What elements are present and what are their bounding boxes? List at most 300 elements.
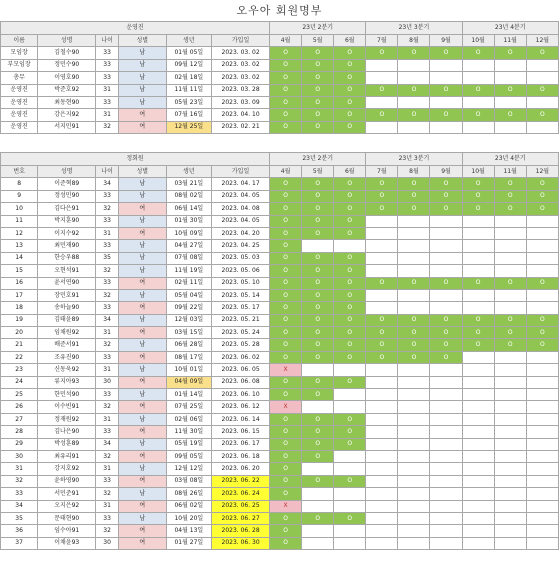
attendance-cell — [494, 302, 526, 314]
member-birthday-cell: 05월 04일 — [166, 289, 212, 301]
member-age-cell: 33 — [96, 59, 119, 71]
member-age-cell: 31 — [96, 327, 119, 339]
attendance-cell: O — [430, 178, 462, 190]
attendance-cell — [494, 413, 526, 425]
member-age-cell: 34 — [96, 178, 119, 190]
member-joined-cell: 2023. 03. 02 — [212, 59, 270, 71]
attendance-cell — [430, 252, 462, 264]
member-joined-cell: 2023. 05. 06 — [212, 265, 270, 277]
col-header-birthday: 생년 — [166, 35, 212, 47]
member-name-cell: 이지수92 — [38, 227, 96, 239]
member-id-cell: 12 — [1, 227, 38, 239]
attendance-cell — [366, 59, 398, 71]
member-birthday-cell: 01월 27일 — [166, 537, 212, 549]
member-id-cell: 20 — [1, 327, 38, 339]
member-id-cell: 29 — [1, 438, 38, 450]
member-name-cell: 이채윤93 — [38, 537, 96, 549]
attendance-cell — [526, 302, 558, 314]
attendance-cell — [462, 500, 494, 512]
attendance-cell — [398, 438, 430, 450]
member-id-cell: 14 — [1, 252, 38, 264]
col-header-joined: 가입일 — [212, 166, 270, 178]
attendance-cell — [430, 96, 462, 108]
attendance-cell — [366, 72, 398, 84]
member-id-cell: 21 — [1, 339, 38, 351]
attendance-cell: X — [270, 500, 302, 512]
member-joined-cell: 2023. 04. 17 — [212, 178, 270, 190]
member-gender-cell: 남 — [118, 72, 166, 84]
table-row — [1, 96, 559, 108]
member-name-cell: 김철수90 — [38, 47, 96, 59]
attendance-cell: O — [462, 203, 494, 215]
member-id-cell: 22 — [1, 351, 38, 363]
attendance-cell: O — [302, 450, 334, 462]
member-age-cell: 33 — [96, 475, 119, 487]
attendance-cell: O — [398, 47, 430, 59]
attendance-cell — [366, 512, 398, 524]
table-row — [1, 314, 559, 326]
attendance-cell: O — [302, 289, 334, 301]
member-gender-cell: 여 — [118, 500, 166, 512]
quarter-header-q4: 23년 4분기 — [462, 153, 558, 166]
attendance-cell — [366, 289, 398, 301]
member-gender-cell: 남 — [118, 215, 166, 227]
month-header: 12월 — [526, 166, 558, 178]
attendance-cell — [462, 537, 494, 549]
member-joined-cell: 2023. 05. 03 — [212, 252, 270, 264]
attendance-cell — [494, 72, 526, 84]
member-id-cell: 10 — [1, 203, 38, 215]
member-age-cell: 34 — [96, 438, 119, 450]
attendance-cell — [366, 450, 398, 462]
member-birthday-cell: 07월 16일 — [166, 109, 212, 121]
quarter-header-q4: 23년 4분기 — [462, 22, 558, 35]
table-row — [1, 215, 559, 227]
attendance-cell: O — [302, 109, 334, 121]
attendance-cell — [398, 302, 430, 314]
member-joined-cell: 2023. 06. 02 — [212, 351, 270, 363]
attendance-cell — [398, 364, 430, 376]
member-gender-cell: 여 — [118, 376, 166, 388]
col-header-name: 성명 — [38, 35, 96, 47]
member-gender-cell: 남 — [118, 289, 166, 301]
member-birthday-cell: 07월 08일 — [166, 252, 212, 264]
attendance-cell — [494, 438, 526, 450]
attendance-cell: O — [334, 190, 366, 202]
attendance-cell — [430, 72, 462, 84]
member-joined-cell: 2023. 04. 08 — [212, 203, 270, 215]
attendance-cell — [526, 376, 558, 388]
member-birthday-cell: 04월 09일 — [166, 376, 212, 388]
attendance-cell — [462, 463, 494, 475]
month-header: 8월 — [398, 35, 430, 47]
attendance-cell — [398, 512, 430, 524]
attendance-cell: O — [334, 438, 366, 450]
attendance-cell: O — [302, 47, 334, 59]
attendance-cell — [366, 364, 398, 376]
attendance-cell — [366, 240, 398, 252]
attendance-cell — [526, 413, 558, 425]
member-name-cell: 임채원92 — [38, 327, 96, 339]
table-row — [1, 339, 559, 351]
attendance-cell: O — [398, 109, 430, 121]
member-id-cell: 운영진 — [1, 84, 38, 96]
member-name-cell: 임수아91 — [38, 525, 96, 537]
member-name-cell: 한민석90 — [38, 389, 96, 401]
member-birthday-cell: 02월 06일 — [166, 413, 212, 425]
attendance-cell — [494, 96, 526, 108]
member-name-cell: 정민수90 — [38, 59, 96, 71]
attendance-cell: O — [302, 190, 334, 202]
attendance-cell: O — [494, 314, 526, 326]
member-gender-cell: 여 — [118, 351, 166, 363]
attendance-cell: O — [430, 339, 462, 351]
attendance-cell — [366, 463, 398, 475]
member-birthday-cell: 06월 02일 — [166, 500, 212, 512]
attendance-cell — [430, 389, 462, 401]
attendance-cell: O — [302, 265, 334, 277]
attendance-cell: O — [270, 96, 302, 108]
attendance-cell: O — [270, 252, 302, 264]
attendance-cell: O — [270, 314, 302, 326]
attendance-cell: O — [302, 339, 334, 351]
attendance-cell: O — [302, 277, 334, 289]
member-age-cell: 33 — [96, 302, 119, 314]
member-joined-cell: 2023. 05. 28 — [212, 339, 270, 351]
member-name-cell: 류지아93 — [38, 376, 96, 388]
attendance-cell — [366, 438, 398, 450]
attendance-cell — [494, 389, 526, 401]
table-row — [1, 364, 559, 376]
member-age-cell: 32 — [96, 265, 119, 277]
attendance-cell — [430, 227, 462, 239]
member-joined-cell: 2023. 06. 27 — [212, 512, 270, 524]
member-joined-cell: 2023. 06. 05 — [212, 364, 270, 376]
attendance-cell: O — [302, 121, 334, 133]
attendance-cell — [430, 500, 462, 512]
attendance-cell: O — [270, 512, 302, 524]
attendance-cell: O — [334, 72, 366, 84]
member-joined-cell: 2023. 05. 14 — [212, 289, 270, 301]
attendance-cell — [366, 537, 398, 549]
member-age-cell: 32 — [96, 488, 119, 500]
attendance-cell: O — [334, 413, 366, 425]
member-id-cell: 부모임장 — [1, 59, 38, 71]
table-row — [1, 389, 559, 401]
col-header-gender: 성별 — [118, 35, 166, 47]
member-birthday-cell: 02월 11일 — [166, 277, 212, 289]
attendance-cell: O — [334, 227, 366, 239]
table-row — [1, 401, 559, 413]
member-name-cell: 박준호92 — [38, 84, 96, 96]
attendance-cell: O — [270, 277, 302, 289]
member-name-cell: 김태윤89 — [38, 314, 96, 326]
month-header: 11월 — [494, 166, 526, 178]
member-gender-cell: 여 — [118, 121, 166, 133]
member-name-cell: 윤서연90 — [38, 277, 96, 289]
attendance-cell — [366, 525, 398, 537]
attendance-cell — [494, 252, 526, 264]
attendance-cell — [526, 475, 558, 487]
member-id-cell: 36 — [1, 525, 38, 537]
member-name-cell: 서민준91 — [38, 488, 96, 500]
member-birthday-cell: 05월 19일 — [166, 438, 212, 450]
member-age-cell: 33 — [96, 351, 119, 363]
attendance-cell: O — [526, 314, 558, 326]
member-joined-cell: 2023. 06. 24 — [212, 488, 270, 500]
member-age-cell: 33 — [96, 240, 119, 252]
attendance-cell — [462, 302, 494, 314]
quarter-header-q2: 23년 2분기 — [270, 22, 366, 35]
month-header: 6월 — [334, 166, 366, 178]
attendance-cell: O — [302, 252, 334, 264]
attendance-cell — [430, 121, 462, 133]
member-birthday-cell: 08월 02일 — [166, 190, 212, 202]
col-header-joined: 가입일 — [212, 35, 270, 47]
section-header-leaders: 운영진 — [1, 22, 270, 35]
member-birthday-cell: 01월 30일 — [166, 215, 212, 227]
attendance-cell — [398, 500, 430, 512]
col-header-age: 나이 — [96, 35, 119, 47]
month-header: 10월 — [462, 166, 494, 178]
attendance-cell: O — [526, 178, 558, 190]
member-gender-cell: 남 — [118, 389, 166, 401]
member-joined-cell: 2023. 06. 22 — [212, 475, 270, 487]
member-gender-cell: 여 — [118, 109, 166, 121]
member-age-cell: 31 — [96, 84, 119, 96]
member-age-cell: 31 — [96, 364, 119, 376]
attendance-cell — [398, 227, 430, 239]
member-name-cell: 이준혁89 — [38, 178, 96, 190]
member-joined-cell: 2023. 02. 21 — [212, 121, 270, 133]
attendance-cell — [462, 351, 494, 363]
attendance-cell — [494, 426, 526, 438]
table-row — [1, 525, 559, 537]
table-row — [1, 537, 559, 549]
attendance-cell — [366, 475, 398, 487]
member-birthday-cell: 10월 09일 — [166, 227, 212, 239]
attendance-cell: O — [302, 227, 334, 239]
attendance-cell: O — [334, 265, 366, 277]
attendance-cell — [430, 463, 462, 475]
member-name-cell: 한승우88 — [38, 252, 96, 264]
attendance-cell: O — [398, 277, 430, 289]
member-birthday-cell: 11월 30일 — [166, 426, 212, 438]
member-id-cell: 34 — [1, 500, 38, 512]
attendance-cell — [494, 401, 526, 413]
month-header: 9월 — [430, 35, 462, 47]
attendance-cell: O — [462, 190, 494, 202]
attendance-cell — [526, 121, 558, 133]
attendance-cell — [526, 59, 558, 71]
attendance-cell — [430, 215, 462, 227]
attendance-cell — [398, 463, 430, 475]
table-row — [1, 302, 559, 314]
attendance-cell — [462, 401, 494, 413]
member-name-cell: 배준서91 — [38, 339, 96, 351]
member-id-cell: 8 — [1, 178, 38, 190]
attendance-cell: O — [526, 339, 558, 351]
member-birthday-cell: 09월 12일 — [166, 59, 212, 71]
table-row — [1, 121, 559, 133]
attendance-cell — [494, 121, 526, 133]
attendance-cell: O — [270, 302, 302, 314]
attendance-cell: O — [462, 314, 494, 326]
attendance-cell — [494, 525, 526, 537]
member-joined-cell: 2023. 04. 05 — [212, 215, 270, 227]
attendance-cell: O — [494, 109, 526, 121]
attendance-cell: O — [366, 190, 398, 202]
attendance-cell — [302, 525, 334, 537]
member-joined-cell: 2023. 06. 25 — [212, 500, 270, 512]
member-birthday-cell: 06월 14일 — [166, 203, 212, 215]
attendance-cell — [462, 227, 494, 239]
member-name-cell: 윤하영90 — [38, 475, 96, 487]
page-title: 오우아 회원명부 — [236, 4, 323, 17]
table-row — [1, 500, 559, 512]
month-header: 4월 — [270, 35, 302, 47]
attendance-cell: O — [270, 426, 302, 438]
attendance-cell — [302, 240, 334, 252]
attendance-cell — [430, 376, 462, 388]
member-gender-cell: 남 — [118, 252, 166, 264]
attendance-cell — [398, 389, 430, 401]
member-gender-cell: 여 — [118, 227, 166, 239]
attendance-cell — [526, 227, 558, 239]
attendance-cell: O — [398, 351, 430, 363]
table-row — [1, 488, 559, 500]
attendance-cell — [302, 537, 334, 549]
member-gender-cell: 여 — [118, 475, 166, 487]
member-id-cell: 총무 — [1, 72, 38, 84]
attendance-cell — [494, 215, 526, 227]
member-id-cell: 24 — [1, 376, 38, 388]
member-joined-cell: 2023. 06. 20 — [212, 463, 270, 475]
attendance-cell: O — [334, 426, 366, 438]
attendance-cell: O — [398, 178, 430, 190]
attendance-cell — [430, 289, 462, 301]
member-age-cell: 33 — [96, 215, 119, 227]
member-gender-cell: 여 — [118, 426, 166, 438]
attendance-cell: O — [334, 215, 366, 227]
attendance-cell: O — [334, 178, 366, 190]
member-name-cell: 문태현90 — [38, 512, 96, 524]
member-joined-cell: 2023. 06. 18 — [212, 450, 270, 462]
attendance-cell: O — [526, 203, 558, 215]
leaders-rows — [1, 47, 559, 134]
member-name-cell: 오현석91 — [38, 265, 96, 277]
member-name-cell: 최동현90 — [38, 96, 96, 108]
member-birthday-cell: 12월 12일 — [166, 463, 212, 475]
table-row — [1, 265, 559, 277]
attendance-cell: O — [366, 109, 398, 121]
table-row — [1, 227, 559, 239]
attendance-cell — [398, 289, 430, 301]
month-header: 9월 — [430, 166, 462, 178]
member-age-cell: 32 — [96, 401, 119, 413]
attendance-cell: O — [526, 327, 558, 339]
attendance-cell — [462, 413, 494, 425]
member-gender-cell: 여 — [118, 450, 166, 462]
attendance-cell: O — [430, 277, 462, 289]
attendance-cell: O — [270, 47, 302, 59]
attendance-cell: O — [366, 339, 398, 351]
member-id-cell: 26 — [1, 401, 38, 413]
attendance-cell — [430, 413, 462, 425]
attendance-cell — [526, 450, 558, 462]
attendance-cell — [430, 364, 462, 376]
col-header-role: 이름 — [1, 35, 38, 47]
month-header: 6월 — [334, 35, 366, 47]
attendance-cell: X — [270, 401, 302, 413]
attendance-cell — [494, 537, 526, 549]
attendance-cell — [398, 450, 430, 462]
table-row — [1, 327, 559, 339]
attendance-cell — [494, 364, 526, 376]
attendance-cell — [334, 537, 366, 549]
member-id-cell: 15 — [1, 265, 38, 277]
member-joined-cell: 2023. 06. 12 — [212, 401, 270, 413]
member-id-cell: 33 — [1, 488, 38, 500]
member-id-cell: 18 — [1, 302, 38, 314]
member-gender-cell: 남 — [118, 413, 166, 425]
table-row — [1, 59, 559, 71]
attendance-cell: O — [302, 203, 334, 215]
table-row — [1, 413, 559, 425]
attendance-cell — [334, 488, 366, 500]
attendance-cell: O — [494, 178, 526, 190]
member-name-cell: 조유진90 — [38, 351, 96, 363]
attendance-cell — [398, 426, 430, 438]
member-id-cell: 17 — [1, 289, 38, 301]
member-age-cell: 31 — [96, 500, 119, 512]
member-age-cell: 33 — [96, 47, 119, 59]
attendance-cell — [398, 96, 430, 108]
attendance-cell — [462, 525, 494, 537]
attendance-cell — [526, 512, 558, 524]
attendance-cell — [462, 450, 494, 462]
attendance-cell: O — [270, 537, 302, 549]
attendance-cell — [462, 72, 494, 84]
table-row — [1, 72, 559, 84]
member-id-cell: 31 — [1, 463, 38, 475]
member-joined-cell: 2023. 03. 02 — [212, 47, 270, 59]
attendance-cell — [430, 265, 462, 277]
attendance-cell: O — [366, 84, 398, 96]
member-gender-cell: 남 — [118, 314, 166, 326]
attendance-cell — [526, 438, 558, 450]
attendance-cell: O — [302, 376, 334, 388]
attendance-cell: O — [270, 450, 302, 462]
table-row — [1, 84, 559, 96]
member-id-cell: 운영진 — [1, 96, 38, 108]
attendance-cell: O — [334, 47, 366, 59]
attendance-cell — [302, 463, 334, 475]
attendance-cell — [398, 59, 430, 71]
member-birthday-cell: 07월 25일 — [166, 401, 212, 413]
attendance-cell: O — [270, 240, 302, 252]
attendance-cell — [526, 426, 558, 438]
attendance-cell — [494, 227, 526, 239]
member-birthday-cell: 05월 23일 — [166, 96, 212, 108]
attendance-cell: O — [334, 84, 366, 96]
attendance-cell: O — [334, 121, 366, 133]
attendance-cell — [462, 364, 494, 376]
attendance-cell: O — [334, 96, 366, 108]
member-age-cell: 33 — [96, 190, 119, 202]
quarter-header-q2: 23년 2분기 — [270, 153, 366, 166]
member-age-cell: 31 — [96, 413, 119, 425]
